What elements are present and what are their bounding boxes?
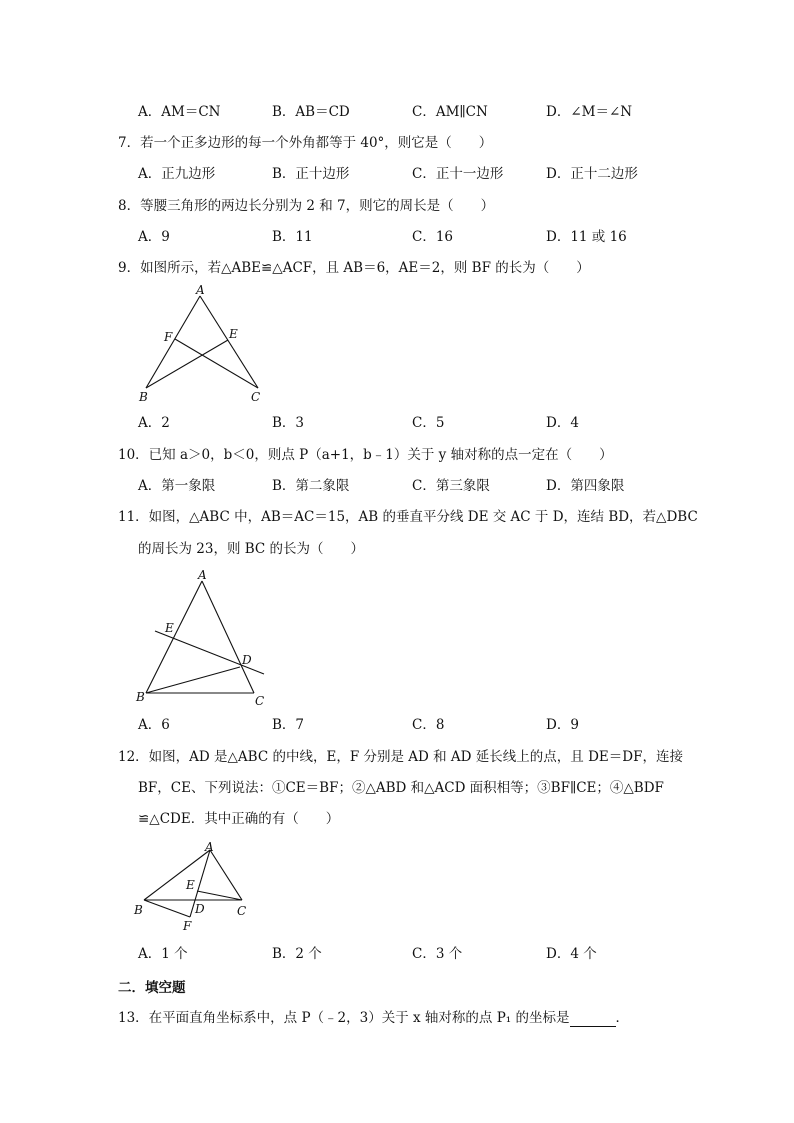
q12-segment-ce xyxy=(197,891,242,900)
q10-option-d[interactable]: D．第四象限 xyxy=(546,478,625,494)
q12-label-f: F xyxy=(183,919,192,933)
q11-option-a[interactable]: A．6 xyxy=(138,717,170,733)
q9-label-a: A xyxy=(196,283,205,297)
q10-options xyxy=(138,477,658,495)
q12-stem-line3: ≌△CDE．其中正确的有（ ） xyxy=(138,811,340,827)
q9-segment-ab xyxy=(146,296,200,388)
q9-label-e: E xyxy=(229,327,238,341)
q12-label-a: A xyxy=(205,840,214,854)
q12-option-a[interactable]: A．1 个 xyxy=(138,946,188,962)
q11-segment-ab xyxy=(146,581,202,693)
q12-segment-bf xyxy=(144,900,190,917)
q12-segment-ab xyxy=(144,850,210,900)
q7-option-b[interactable]: B．正十边形 xyxy=(272,166,350,182)
q9-option-d[interactable]: D．4 xyxy=(546,415,579,431)
q12-stem-line2: BF，CE、下列说法：①CE＝BF；②△ABD 和△ACD 面积相等；③BF∥CE；④△BDF xyxy=(138,780,664,796)
q6-option-a[interactable]: A．AM＝CN xyxy=(138,104,221,120)
q11-stem-line1: 11．如图，△ABC 中，AB＝AC＝15，AB 的垂直平分线 DE 交 AC 于 D，连结 BD，若△DBC xyxy=(118,509,698,525)
q6-option-d[interactable]: D．∠M＝∠N xyxy=(546,104,633,120)
q12-figure xyxy=(130,838,260,936)
q11-label-c: C xyxy=(255,694,265,708)
q6-option-c[interactable]: C．AM∥CN xyxy=(412,104,488,120)
q11-figure xyxy=(130,566,280,708)
q7-option-a[interactable]: A．正九边形 xyxy=(138,166,216,182)
q8-stem: 8．等腰三角形的两边长分别为 2 和 7，则它的周长是（ ） xyxy=(118,198,495,214)
q12-option-c[interactable]: C．3 个 xyxy=(412,946,463,962)
q10-option-a[interactable]: A．第一象限 xyxy=(138,478,216,494)
q12-label-d: D xyxy=(195,902,205,916)
q13-stem-wrapper xyxy=(118,1009,629,1027)
q12-label-b: B xyxy=(134,903,143,917)
q9-segment-ac xyxy=(200,296,258,388)
q9-option-c[interactable]: C．5 xyxy=(412,415,445,431)
q11-option-d[interactable]: D．9 xyxy=(546,717,579,733)
q8-option-d[interactable]: D．11 或 16 xyxy=(546,229,627,245)
q11-option-c[interactable]: C．8 xyxy=(412,717,445,733)
q10-stem: 10．已知 a＞0，b＜0，则点 P（a+1，b﹣1）关于 y 轴对称的点一定在（ ） xyxy=(118,447,613,463)
q11-stem-line2: 的周长为 23，则 BC 的长为（ ） xyxy=(138,541,365,557)
q9-option-a[interactable]: A．2 xyxy=(138,415,170,431)
q9-label-c: C xyxy=(251,390,261,404)
q12-label-e: E xyxy=(186,878,195,892)
q11-segment-ac xyxy=(202,581,254,693)
q12-option-b[interactable]: B．2 个 xyxy=(272,946,322,962)
q13-end: ． xyxy=(615,1010,630,1026)
q13-answer-blank[interactable] xyxy=(570,1012,616,1027)
q13-stem: 13．在平面直角坐标系中，点 P（﹣2，3）关于 x 轴对称的点 P₁ 的坐标是 xyxy=(118,1010,570,1026)
q7-option-d[interactable]: D．正十二边形 xyxy=(546,166,638,182)
q12-stem-line1: 12．如图，AD 是△ABC 的中线，E，F 分别是 AD 和 AD 延长线上的点，且 DE＝DF，连接 xyxy=(118,749,683,765)
q11-options xyxy=(138,716,658,734)
q11-option-b[interactable]: B．7 xyxy=(272,717,305,733)
q6-options xyxy=(138,103,658,121)
q9-stem: 9．如图所示，若△ABE≌△ACF，且 AB＝6，AE＝2，则 BF 的长为（ ） xyxy=(118,260,590,276)
q7-option-c[interactable]: C．正十一边形 xyxy=(412,166,504,182)
q9-label-f: F xyxy=(164,330,173,344)
q9-figure xyxy=(130,282,280,408)
q11-segment-bd xyxy=(146,667,240,693)
q8-option-c[interactable]: C．16 xyxy=(412,229,454,245)
q11-label-e: E xyxy=(165,621,174,635)
q10-option-b[interactable]: B．第二象限 xyxy=(272,478,350,494)
q11-label-a: A xyxy=(198,568,207,582)
q9-segment-be xyxy=(146,340,228,388)
q6-option-b[interactable]: B．AB＝CD xyxy=(272,104,350,120)
q9-options xyxy=(138,414,658,432)
q12-label-c: C xyxy=(237,904,247,918)
q7-stem: 7．若一个正多边形的每一个外角都等于 40°，则它是（ ） xyxy=(118,135,493,151)
q11-label-b: B xyxy=(136,690,145,704)
q8-options xyxy=(138,228,658,246)
q9-label-b: B xyxy=(139,390,148,404)
q10-option-c[interactable]: C．第三象限 xyxy=(412,478,490,494)
q11-label-d: D xyxy=(242,653,252,667)
q7-options xyxy=(138,165,658,183)
q8-option-a[interactable]: A．9 xyxy=(138,229,170,245)
q8-option-b[interactable]: B．11 xyxy=(272,229,313,245)
q9-option-b[interactable]: B．3 xyxy=(272,415,305,431)
q12-options xyxy=(138,945,658,963)
q12-segment-ac xyxy=(210,850,242,900)
section-title: 二．填空题 xyxy=(118,980,186,996)
q12-option-d[interactable]: D．4 个 xyxy=(546,946,597,962)
